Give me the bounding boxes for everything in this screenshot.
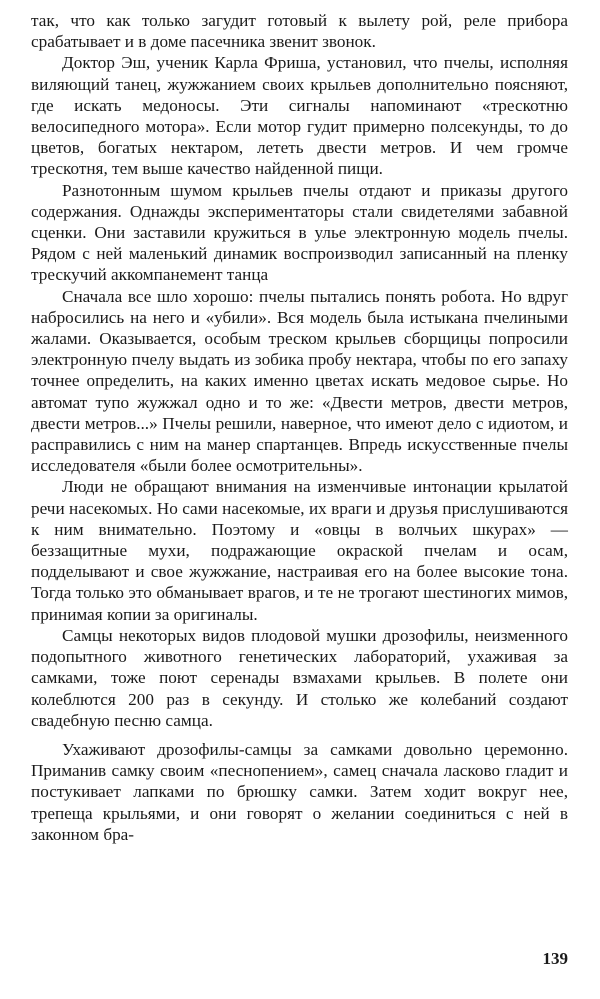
paragraph-6: Самцы некоторых видов плодовой мушки дрозофилы, неизменного подопытного животного генетических лабораторий, ухаживая за самками, тоже поют серенады взмахами крыльев. В полете они колеблются 200 раз в секунду. И столько же колебаний создают свадебную песню самца.	[31, 625, 568, 730]
paragraph-1: так, что как только загудит готовый к вылету рой, реле прибора срабатывает и в доме пасечника звенит звонок.	[31, 11, 568, 52]
paragraph-3: Разнотонным шумом крыльев пчелы отдают и приказы другого содержания. Однажды экспериментаторы стали свидетелями забавной сценки. Они заставили кружиться в улье электронную модель пчелы. Рядом с ней маленький динамик воспроизводил записанный на пленку трескучий аккомпанемент танца	[31, 180, 568, 285]
paragraph-7: Ухаживают дрозофилы-самцы за самками довольно церемонно. Приманив самку своим «песнопением», самец сначала ласково гладит и постукивает лапками по брюшку самки. Затем ходит вокруг нее, трепеща крыльями, и они говорят о желании соединиться с ней в законном бра-	[31, 739, 568, 844]
paragraph-5: Люди не обращают внимания на изменчивые интонации крылатой речи насекомых. Но сами насекомые, их враги и друзья прислушиваются к ним внимательно. Поэтому и «овцы в волчьих шкурах» — беззащитные мухи, подражающие окраской пчелам и осам, подделывают и свое жужжание, настраивая его на более высокие тона. Тогда только это обманывает врагов, и те не трогают шестиногих мимов, принимая копии за оригиналы.	[31, 477, 568, 624]
paragraph-2: Доктор Эш, ученик Карла Фриша, установил, что пчелы, исполняя виляющий танец, жужжанием своих крыльев дополнительно поясняют, где искать медоносы. Эти сигналы напоминают «трескотню велосипедного мотора». Если мотор гудит примерно полсекунды, то до цветов, богатых нектаром, лететь двести метров. И чем громче трескотня, тем выше качество найденной пищи.	[31, 53, 568, 179]
page-number: 139	[542, 949, 568, 968]
paragraph-4: Сначала все шло хорошо: пчелы пытались понять робота. Но вдруг набросились на него и «убили». Вся модель была истыкана пчелиными жалами. Оказывается, особым треском крыльев сборщицы попросили электронную пчелу выдать из зобика пробу нектара, чтобы по его запаху точнее определить, на каких именно цветах искать медовое сырье. Но автомат тупо жужжал одно и то же: «Двести метров, двести метров, двести метров...» Пчелы решили, наверное, что имеют дело с идиотом, и расправились с ним на манер спартанцев. Впредь искусственные пчелы исследователя «были более осмотрительны».	[31, 286, 568, 476]
page-body	[31, 10, 568, 845]
